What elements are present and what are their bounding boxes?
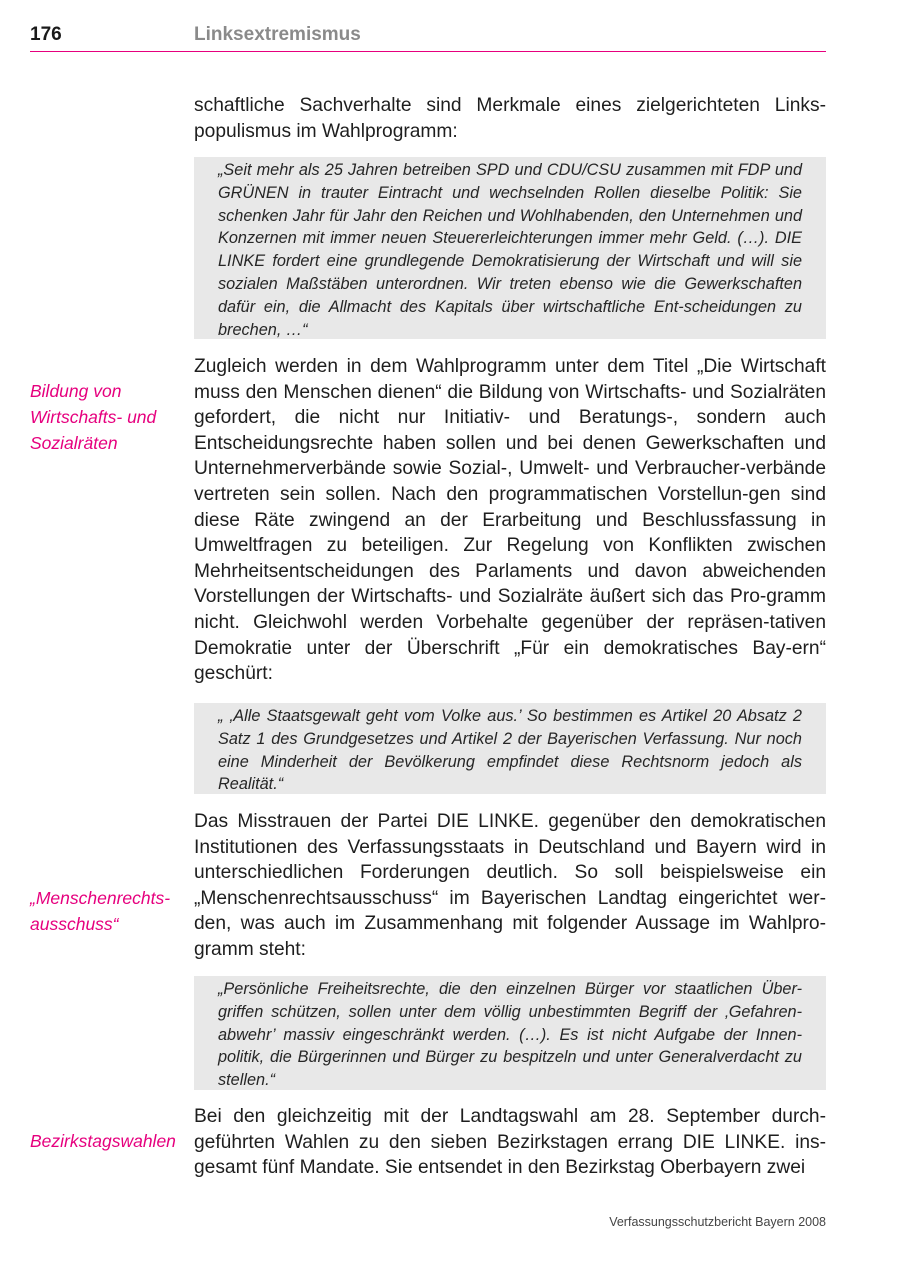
- page-footer: Verfassungsschutzbericht Bayern 2008: [609, 1215, 826, 1229]
- page-header: [0, 0, 900, 60]
- sidenote-bezirkstagswahlen: Bezirkstagswahlen: [30, 1131, 176, 1151]
- section-title: Linksextremismus: [194, 24, 361, 45]
- sidenote-bildung: Bildung von Wirtschafts- und Sozialräten: [30, 381, 157, 453]
- header-rule: [30, 51, 826, 52]
- paragraph-wirtschaftsraete: Zugleich werden in dem Wahlprogramm unter dem Titel „Die Wirtschaft muss den Menschen dienen“ die Bildung von Wirtschafts- und Sozialräten gefordert, die nicht nur Initiativ- und Beratungs-, sondern auch Entscheidungsrechte haben sollen und bei denen Gewerkschaften und Unternehmerverbände sowie Sozial-, Umwelt- und Verbraucher-verbände vertreten sein sollen. Nach den programmatischen Vorstellun-gen sind diese Räte zwingend an der Erarbeitung und Beschlussfassung in Umweltfragen zu beteiligen. Zur Regelung von Konflikten zwischen Mehrheitsentscheidungen des Parlaments und davon abweichenden Vorstellungen der Wirtschafts- und Sozialräte äußert sich das Pro-gramm nicht. Gleichwohl werden Vorbehalte gegenüber der repräsen-tativen Demokratie unter der Überschrift „Für ein demokratisches Bay-ern“ geschürt:: [194, 356, 826, 685]
- quote-box: [194, 157, 826, 339]
- sidenote-menschenrechtsausschuss: „Menschenrechts-ausschuss“: [30, 888, 171, 934]
- quote-text: „Seit mehr als 25 Jahren betreiben SPD und CDU/CSU zusammen mit FDP und GRÜNEN in trauter Eintracht und wechselnden Rollen dieselbe Politik: Sie schenken Jahr für Jahr den Reichen und Wohlhabenden, den Unternehmen und Konzernen mit immer neuen Steuererleichterungen immer mehr Geld. (…). DIE LINKE fordert eine grundlegende Demokratisierung der Wirtschaft und will sie sozialen Maßstäben unterordnen. Wir treten ebenso wie die Gewerkschaften dafür ein, die Allmacht des Kapitals über wirtschaftliche Ent-scheidungen zu brechen, …“: [218, 161, 802, 339]
- quote-box: [194, 976, 826, 1090]
- quote-box: [194, 703, 826, 794]
- page-number: 176: [30, 24, 62, 45]
- quote-text: „ ‚Alle Staatsgewalt geht vom Volke aus.’ So bestimmen es Artikel 20 Absatz 2 Satz 1 des Grundgesetzes und Artikel 2 der Bayerischen Verfassung. Nur noch eine Minderheit der Bevölkerung empfindet diese Rechtsnorm jedoch als Realität.“: [218, 707, 802, 794]
- paragraph-bezirkstage: Bei den gleichzeitig mit der Landtagswahl am 28. September durch-geführten Wahlen zu den sieben Bezirkstagen errang DIE LINKE. ins-gesamt fünf Mandate. Sie entsendet in den Bezirkstag Oberbayern zwei: [194, 1106, 826, 1179]
- paragraph-misstrauen: Das Misstrauen der Partei DIE LINKE. gegenüber den demokratischen Institutionen des Verfassungsstaats in Deutschland und Bayern wird in unterschiedlichen Forderungen deutlich. So soll beispielsweise ein „Menschenrechtsausschuss“ im Bayerischen Landtag eingerichtet wer-den, was auch im Zusammenhang mit folgender Aussage im Wahlpro-gramm steht:: [194, 811, 826, 960]
- quote-text: „Persönliche Freiheitsrechte, die den einzelnen Bürger vor staatlichen Über-griffen schützen, sollen unter dem völlig unbestimmten Begriff der ‚Gefahren-abwehr’ massiv eingeschränkt werden. (…). Es ist nicht Aufgabe der Innen-politik, die Bürgerinnen und Bürger zu bespitzeln und unter Generalverdacht zu stellen.“: [218, 980, 802, 1090]
- paragraph-intro: schaftliche Sachverhalte sind Merkmale eines zielgerichteten Links-populismus im Wahlprogramm:: [194, 95, 826, 142]
